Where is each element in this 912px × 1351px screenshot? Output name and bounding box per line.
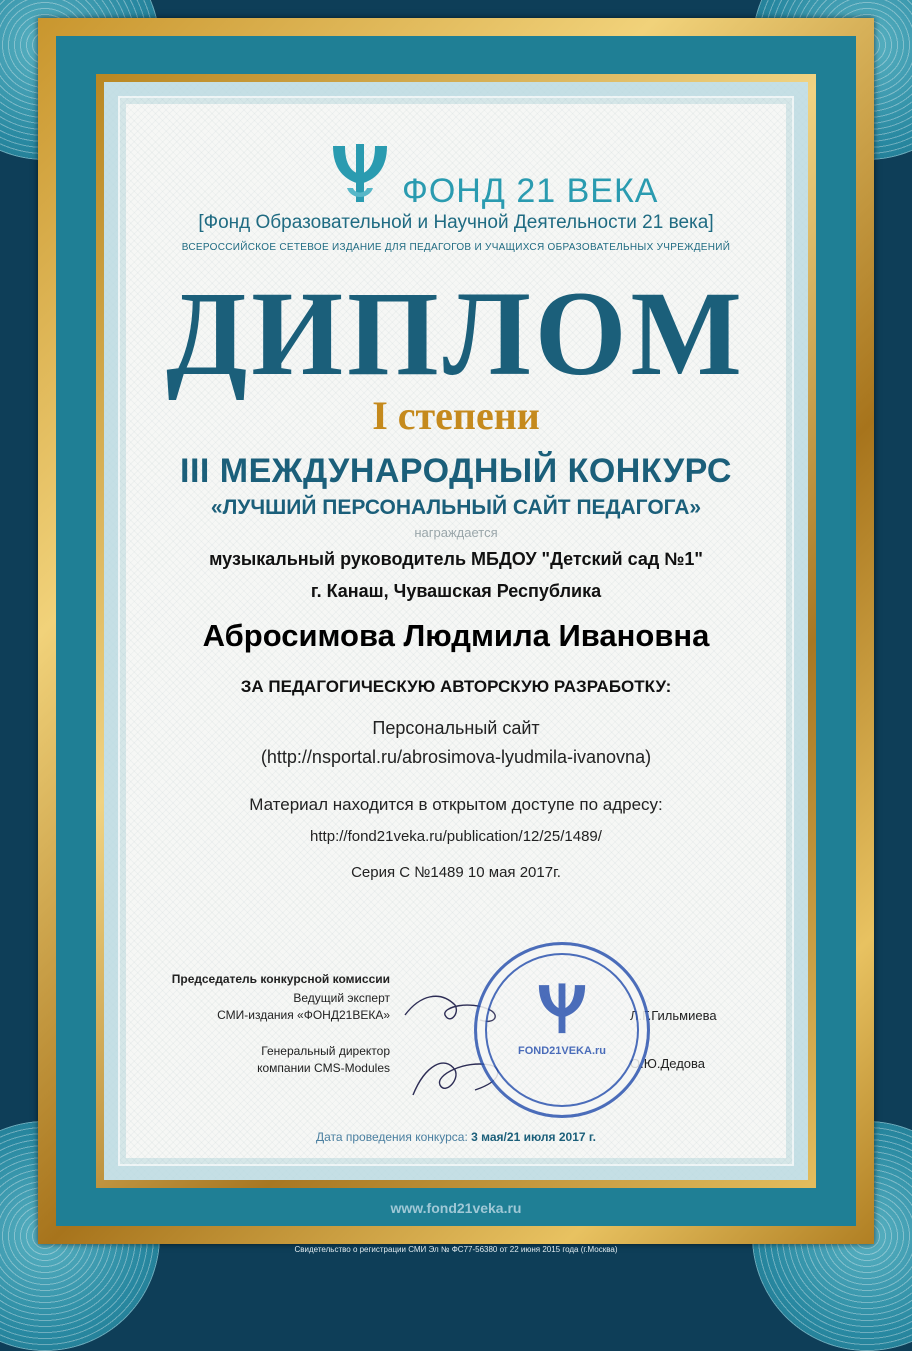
organization-subtitle: ВСЕРОССИЙСКОЕ СЕТЕВОЕ ИЗДАНИЕ ДЛЯ ПЕДАГОГОВ И УЧАЩИХСЯ ОБРАЗОВАТЕЛЬНЫХ УЧРЕЖДЕНИЙ [181, 242, 731, 253]
awarded-label: награждается [414, 525, 498, 540]
director-line-1: Генеральный директор [261, 1044, 390, 1058]
award-reason-heading: ЗА ПЕДАГОГИЧЕСКУЮ АВТОРСКУЮ РАЗРАБОТКУ: [240, 677, 672, 696]
material-url: http://fond21veka.ru/publication/12/25/1489/ [310, 828, 602, 845]
material-label: Материал находится в открытом доступе по адресу: [249, 795, 663, 814]
diploma-title: ДИПЛОМ [166, 266, 746, 401]
chair-label: Председатель конкурсной комиссии [171, 972, 390, 986]
expert-line-2: СМИ-издания «ФОНД21ВЕКА» [217, 1008, 390, 1022]
expert-line-1: Ведущий эксперт [293, 991, 390, 1005]
contest-title: III МЕЖДУНАРОДНЫЙ КОНКУРС [180, 452, 732, 490]
website-link[interactable]: www.fond21veka.ru [390, 1200, 522, 1216]
fond-logo-icon [325, 140, 395, 210]
work-url: (http://nsportal.ru/abrosimova-lyudmila-ivanovna) [260, 747, 652, 767]
date-value: 3 мая/21 июля 2017 г. [471, 1130, 597, 1144]
expert-title [217, 990, 390, 1024]
date-label: Дата проведения конкурса: [315, 1130, 468, 1144]
recipient-name: Абросимова Людмила Ивановна [202, 618, 710, 653]
official-stamp [474, 942, 650, 1118]
diploma-degree: I степени [372, 393, 540, 438]
contest-subtitle: «ЛУЧШИЙ ПЕРСОНАЛЬНЫЙ САЙТ ПЕДАГОГА» [210, 496, 702, 519]
director-line-2: компании CMS-Modules [257, 1061, 390, 1075]
stamp-logo-icon [532, 980, 592, 1040]
work-title: Персональный сайт [372, 718, 540, 738]
stamp-text: FOND21VEKA.ru [517, 1045, 607, 1057]
series-number: Серия С №1489 10 мая 2017г. [351, 864, 561, 881]
recipient-position: музыкальный руководитель МБДОУ "Детский сад №1" [209, 549, 703, 569]
expert-name: Л.Г.Гильмиева [630, 1008, 717, 1023]
director-name: О.Ю.Дедова [630, 1056, 706, 1071]
registration-info: Свидетельство о регистрации СМИ Эл № ФС77-56380 от 22 июня 2015 года (г.Москва) [294, 1245, 618, 1254]
brand-name: ФОНД 21 ВЕКА [402, 172, 659, 210]
recipient-location: г. Канаш, Чувашская Республика [310, 581, 602, 601]
director-title [257, 1043, 390, 1077]
contest-dates [0, 1130, 912, 1144]
organization-name: [Фонд Образовательной и Научной Деятельности 21 века] [198, 212, 714, 233]
